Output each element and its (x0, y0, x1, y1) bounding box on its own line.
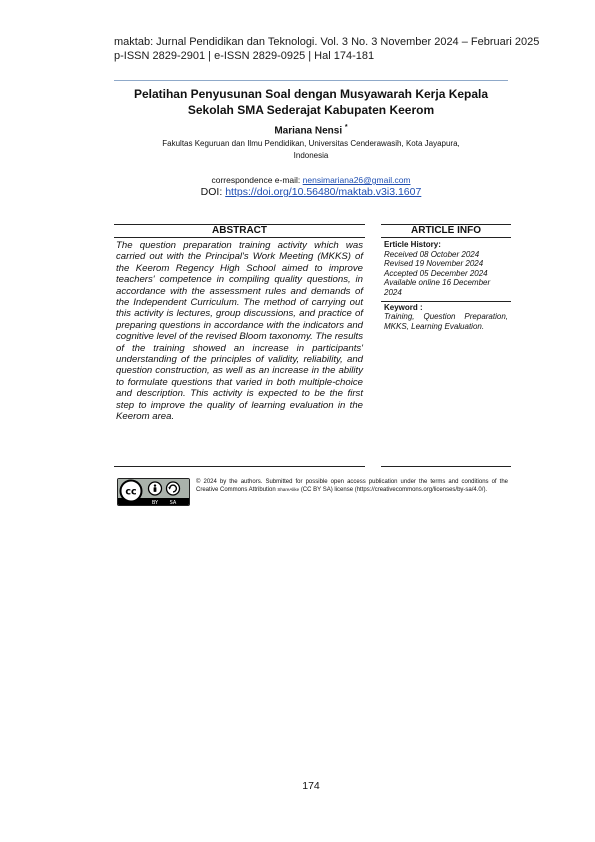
sa-share-icon (167, 482, 180, 495)
article-info-heading: ARTICLE INFO (381, 224, 511, 238)
correspondence (114, 174, 508, 186)
abstract-text: The question preparation training activity which was carried out with the Principal's Work Meeting (MKKS) of the Keerom Regency High School aimed to improve teachers' competence in compiling quality questions, in accordance with the assessment rules and demands of the Independent Curriculum. The method of carrying out this activity is lectures, group discussions, and practice of preparing questions in accordance with the indicators and cognitive level of the revised Bloom taxonomy. The results of the training showed an increase in participants' understanding of the principles of validity, reliability, and question construction, as well as an increase in the ability to formulate questions that varied in both multiple-choice and description. This activity is expected to be the first step to improve the quality of learning evaluation in the Keerom area. (116, 240, 363, 423)
article-info-section (381, 224, 511, 331)
correspondence-email-link[interactable]: nensimariana26@gmail.com (302, 175, 411, 185)
author-mark: * (344, 124, 348, 131)
cc-mark-text: cc (125, 486, 137, 498)
license-sharealike: ShareAlike (277, 487, 300, 492)
license-pre: © 2024 by the authors. Submitted for possible open access publication under the terms and conditions of the Creative Commons Attribution (196, 479, 508, 493)
abstract-bottom-rule (114, 466, 365, 467)
page-number: 174 (302, 780, 320, 792)
keywords: Training, Question Preparation, MKKS, Learning Evaluation. (384, 312, 508, 331)
author-name: Mariana Nensi (274, 125, 343, 137)
online-date: Available online 16 December 2024 (384, 278, 491, 297)
license-post: (CC BY SA) license (https://creativecommons.org/licenses/by-sa/4.0/). (300, 487, 488, 493)
author (114, 124, 508, 136)
info-divider (381, 301, 511, 302)
article-title (114, 86, 508, 118)
article-info-bottom-rule (381, 466, 511, 467)
affiliation-line-2: Indonesia (293, 151, 329, 160)
affiliation-line-1: Fakultas Keguruan dan Ilmu Pendidikan, Universitas Cenderawasih, Kota Jayapura, (162, 139, 460, 148)
abstract-heading: ABSTRACT (114, 224, 365, 238)
revised-date: Revised 19 November 2024 (384, 259, 484, 269)
keyword-label: Keyword : (384, 302, 423, 312)
abstract-section (114, 224, 365, 423)
title-line-1: Pelatihan Penyusunan Soal dengan Musyawarah Kerja Kepala (133, 87, 489, 101)
history-label: Erticle History: (384, 240, 441, 249)
journal-line-2: p-ISSN 2829-2901 | e-ISSN 2829-0925 | Hal 174-181 (114, 50, 375, 62)
article-info-body (381, 240, 511, 331)
cc-by-sa-logo (117, 478, 190, 506)
received-date: Received 08 October 2024 (384, 249, 480, 259)
accepted-date: Accepted 05 December 2024 (384, 268, 488, 278)
cc-license-icon (118, 479, 189, 505)
correspondence-label: correspondence e-mail: (211, 175, 301, 185)
affiliation (114, 138, 508, 162)
title-line-2: Sekolah SMA Sederajat Kabupaten Keerom (187, 103, 435, 117)
journal-header (114, 35, 539, 63)
doi (114, 186, 508, 199)
doi-link[interactable]: https://doi.org/10.56480/maktab.v3i3.1607 (225, 186, 422, 198)
journal-line-1: maktab: Jurnal Pendidikan dan Teknologi. Vol. 3 No. 3 November 2024 – Februari 2025 (114, 36, 540, 48)
license-text (196, 478, 508, 494)
header-rule (114, 80, 508, 81)
by-label: BY (151, 499, 159, 505)
sa-label: SA (169, 499, 177, 505)
doi-label: DOI: (200, 186, 223, 198)
